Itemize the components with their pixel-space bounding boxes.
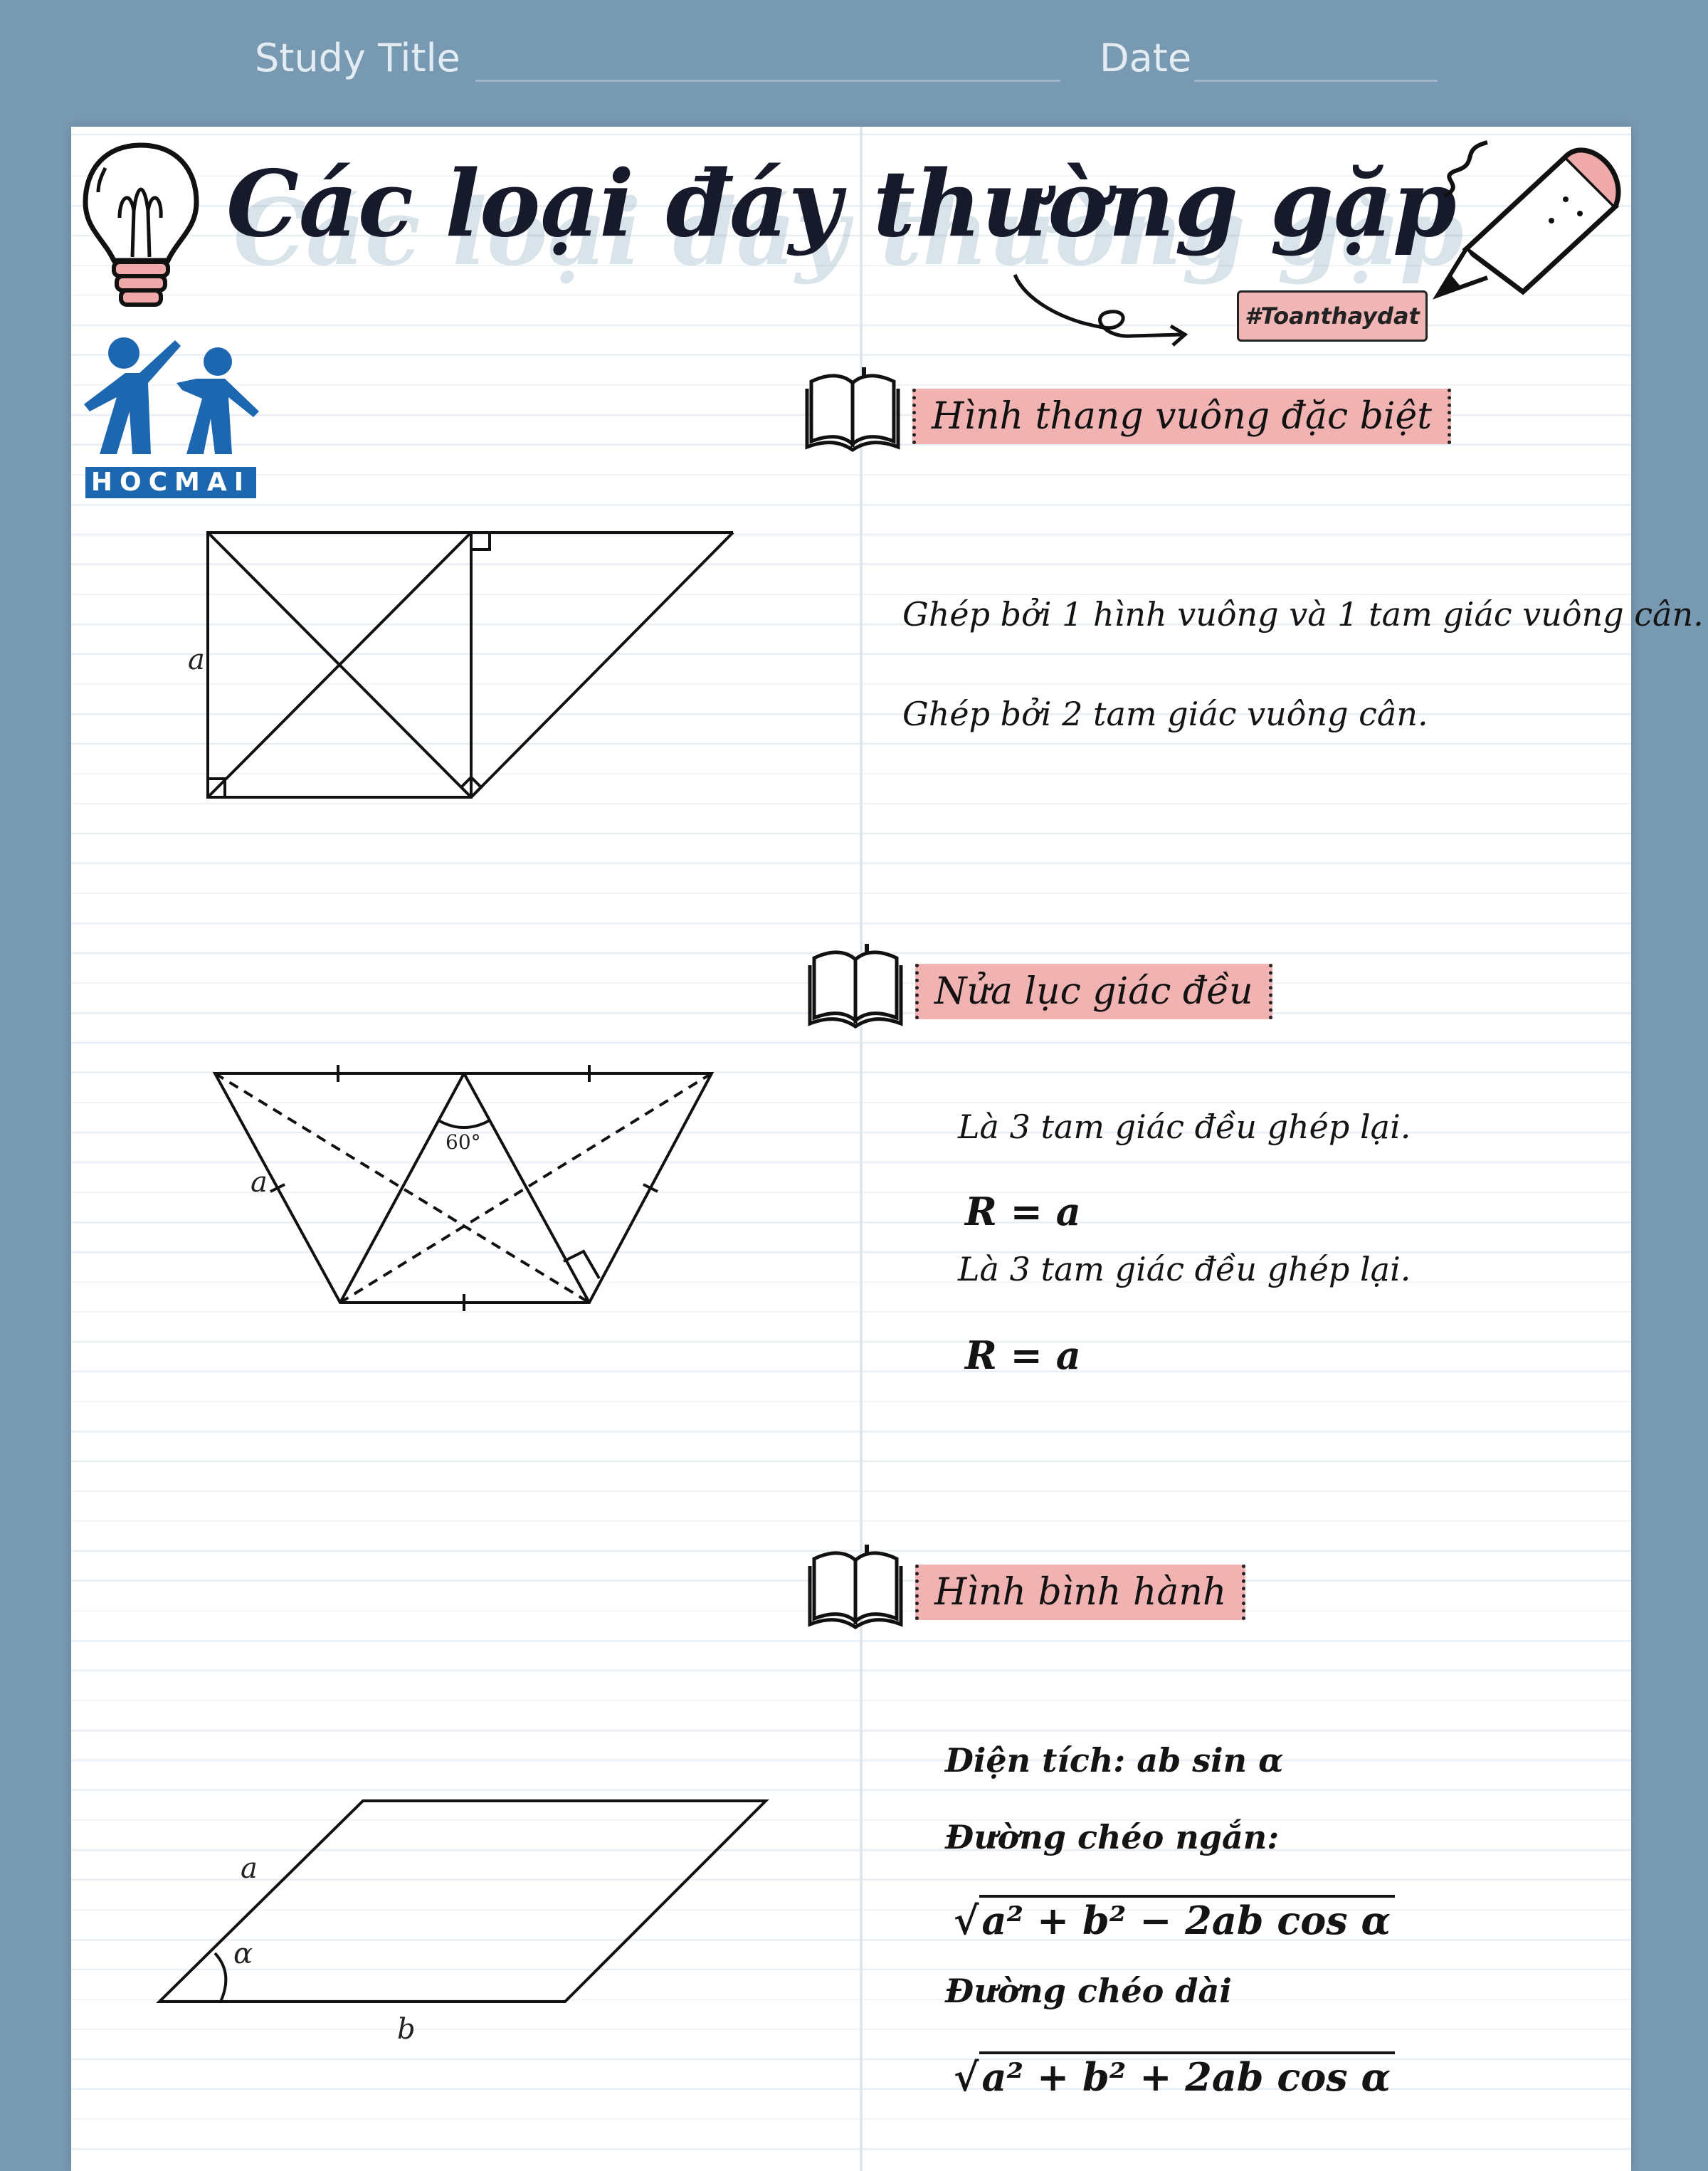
figure-half-hexagon (199, 1061, 726, 1317)
book-icon (804, 367, 904, 453)
hocmai-logo-text: HOCMAI (85, 467, 256, 498)
hocmai-logo-icon (83, 333, 260, 461)
section3-short-diagonal-formula: √a² + b² − 2ab cos α (954, 1898, 1395, 1943)
book-icon (807, 1545, 907, 1630)
study-title-line (475, 80, 1060, 82)
section-heading-half-hexagon: Nửa lục giác đều (915, 964, 1272, 1019)
section1-line-1: Ghép bởi 1 hình vuông và 1 tam giác vuông cân. (902, 595, 1704, 634)
book-icon (807, 944, 907, 1029)
section1-line-2: Ghép bởi 2 tam giác vuông cân. (902, 695, 1428, 733)
section2-formula-2: R = a (965, 1332, 1081, 1378)
figure-label-a: a (251, 1166, 268, 1199)
long-diagonal-radicand: a² + b² + 2ab cos α (979, 2051, 1396, 2100)
figure-label-a: a (241, 1852, 258, 1885)
section3-short-diagonal-label: Đường chéo ngắn: (945, 1818, 1280, 1856)
hashtag-badge: #Toanthaydat (1237, 290, 1428, 342)
section-heading-right-trapezoid: Hình thang vuông đặc biệt (912, 389, 1451, 444)
short-diagonal-radicand: a² + b² − 2ab cos α (979, 1895, 1396, 1943)
page-title: Các loại đáy thường gặp (226, 151, 1457, 258)
figure-label-alpha: α (233, 1938, 253, 1970)
section3-area-line: Diện tích: ab sin α (945, 1741, 1284, 1780)
figure-label-a: a (188, 643, 205, 676)
figure-parallelogram (149, 1787, 790, 2057)
date-line (1194, 80, 1438, 82)
date-label: Date (1100, 36, 1192, 80)
section3-long-diagonal-label: Đường chéo dài (945, 1972, 1232, 2010)
pencil-icon (1416, 128, 1637, 299)
section-heading-parallelogram: Hình bình hành (915, 1565, 1245, 1620)
section2-line-2: Là 3 tam giác đều ghép lại. (958, 1250, 1411, 1288)
figure-label-b: b (397, 2013, 416, 2046)
section2-formula-1: R = a (965, 1189, 1081, 1234)
section3-long-diagonal-formula: √a² + b² + 2ab cos α (954, 2054, 1395, 2100)
lightbulb-icon (77, 140, 205, 317)
arrow-doodle (1011, 270, 1203, 363)
section2-line-1: Là 3 tam giác đều ghép lại. (958, 1108, 1411, 1146)
study-title-label: Study Title (255, 36, 460, 80)
figure-right-trapezoid (178, 527, 747, 811)
figure-label-angle: 60° (446, 1130, 481, 1154)
